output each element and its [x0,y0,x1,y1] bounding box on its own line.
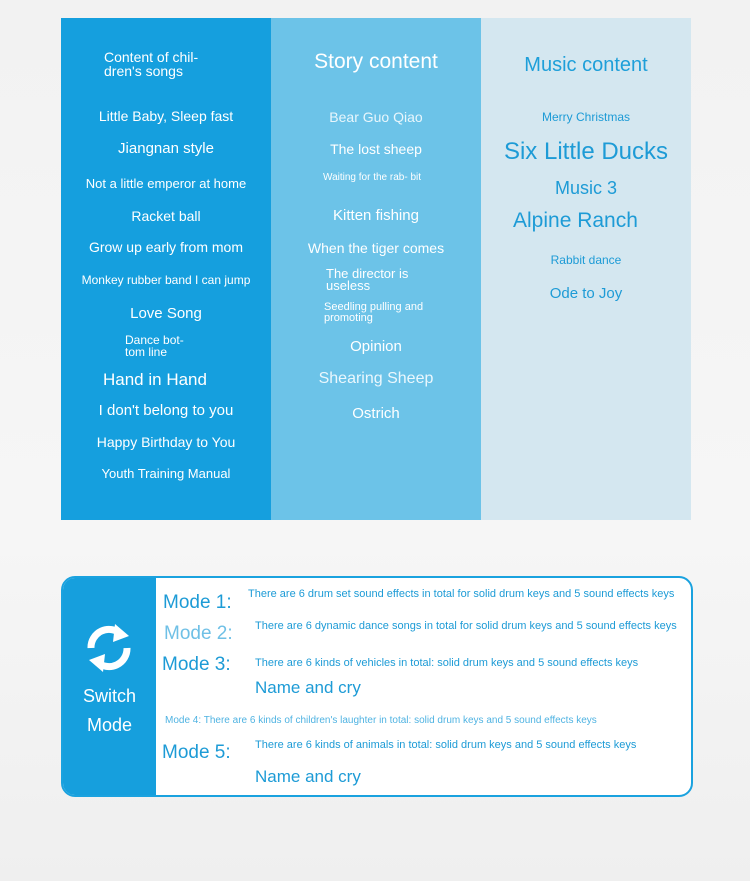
song-item: Dance bot- tom line [125,333,184,359]
music-item: Alpine Ranch [513,209,638,232]
story-item: Shearing Sheep [318,370,434,387]
story-title: Story content [314,50,438,73]
childrens-songs-column [61,18,271,520]
mode-4-line: Mode 4: There are 6 kinds of children's laughter in total: solid drum keys and 5 sound effects keys [165,715,597,726]
mode-2-description: There are 6 dynamic dance songs in total for solid drum keys and 5 sound effects keys [255,620,677,632]
switch-label: Switch [82,686,136,706]
mode-1-label: Mode 1: [163,592,232,613]
story-item: Waiting for the rab- bit [323,172,422,183]
song-item: Not a little emperor at home [85,176,247,191]
content-table [61,18,691,520]
music-item: Music 3 [554,178,617,198]
mode-label: Mode [86,715,133,735]
story-item: Bear Guo Qiao [329,109,423,125]
switch-mode-panel [61,576,693,797]
switch-mode-sidebar [63,578,156,795]
mode-5-description: There are 6 kinds of animals in total: solid drum keys and 5 sound effects keys [255,739,637,751]
song-item: Jiangnan style [118,140,214,157]
music-item: Ode to Joy [549,285,623,302]
mode-3-description: There are 6 kinds of vehicles in total: solid drum keys and 5 sound effects keys [255,657,639,669]
song-item: Little Baby, Sleep fast [98,108,234,124]
mode-2-label: Mode 2: [164,623,233,644]
music-item: Six Little Ducks [503,138,669,165]
music-item: Rabbit dance [550,253,622,267]
story-item: Ostrich [352,405,400,422]
story-column [271,18,481,520]
song-item: Racket ball [131,208,201,224]
song-item: Grow up early from mom [88,239,244,255]
childrens-songs-title: Content of chil- dren's songs [104,49,199,79]
story-item: The lost sheep [330,141,422,157]
mode-descriptions [156,578,691,795]
song-item: Monkey rubber band I can jump [81,273,251,287]
song-item: I don't belong to you [98,402,234,419]
song-item: Hand in Hand [103,370,207,389]
music-column [481,18,691,520]
mode-1-description: There are 6 drum set sound effects in total for solid drum keys and 5 sound effects keys [248,588,675,600]
story-item: Seedling pulling and promoting [324,301,424,324]
story-item: When the tiger comes [307,240,445,256]
mode-3-label: Mode 3: [162,654,231,675]
mode-5-extra: Name and cry [255,767,361,786]
song-item: Youth Training Manual [101,466,231,481]
story-item: Kitten fishing [333,207,419,224]
refresh-icon [83,618,135,678]
song-item: Love Song [130,305,202,322]
music-item: Merry Christmas [541,110,630,124]
mode-5-label: Mode 5: [162,742,231,763]
story-item: The director is useless [326,266,409,293]
mode-3-extra: Name and cry [255,678,361,697]
music-title: Music content [524,54,648,76]
song-item: Happy Birthday to You [96,434,236,450]
story-item: Opinion [350,338,402,355]
